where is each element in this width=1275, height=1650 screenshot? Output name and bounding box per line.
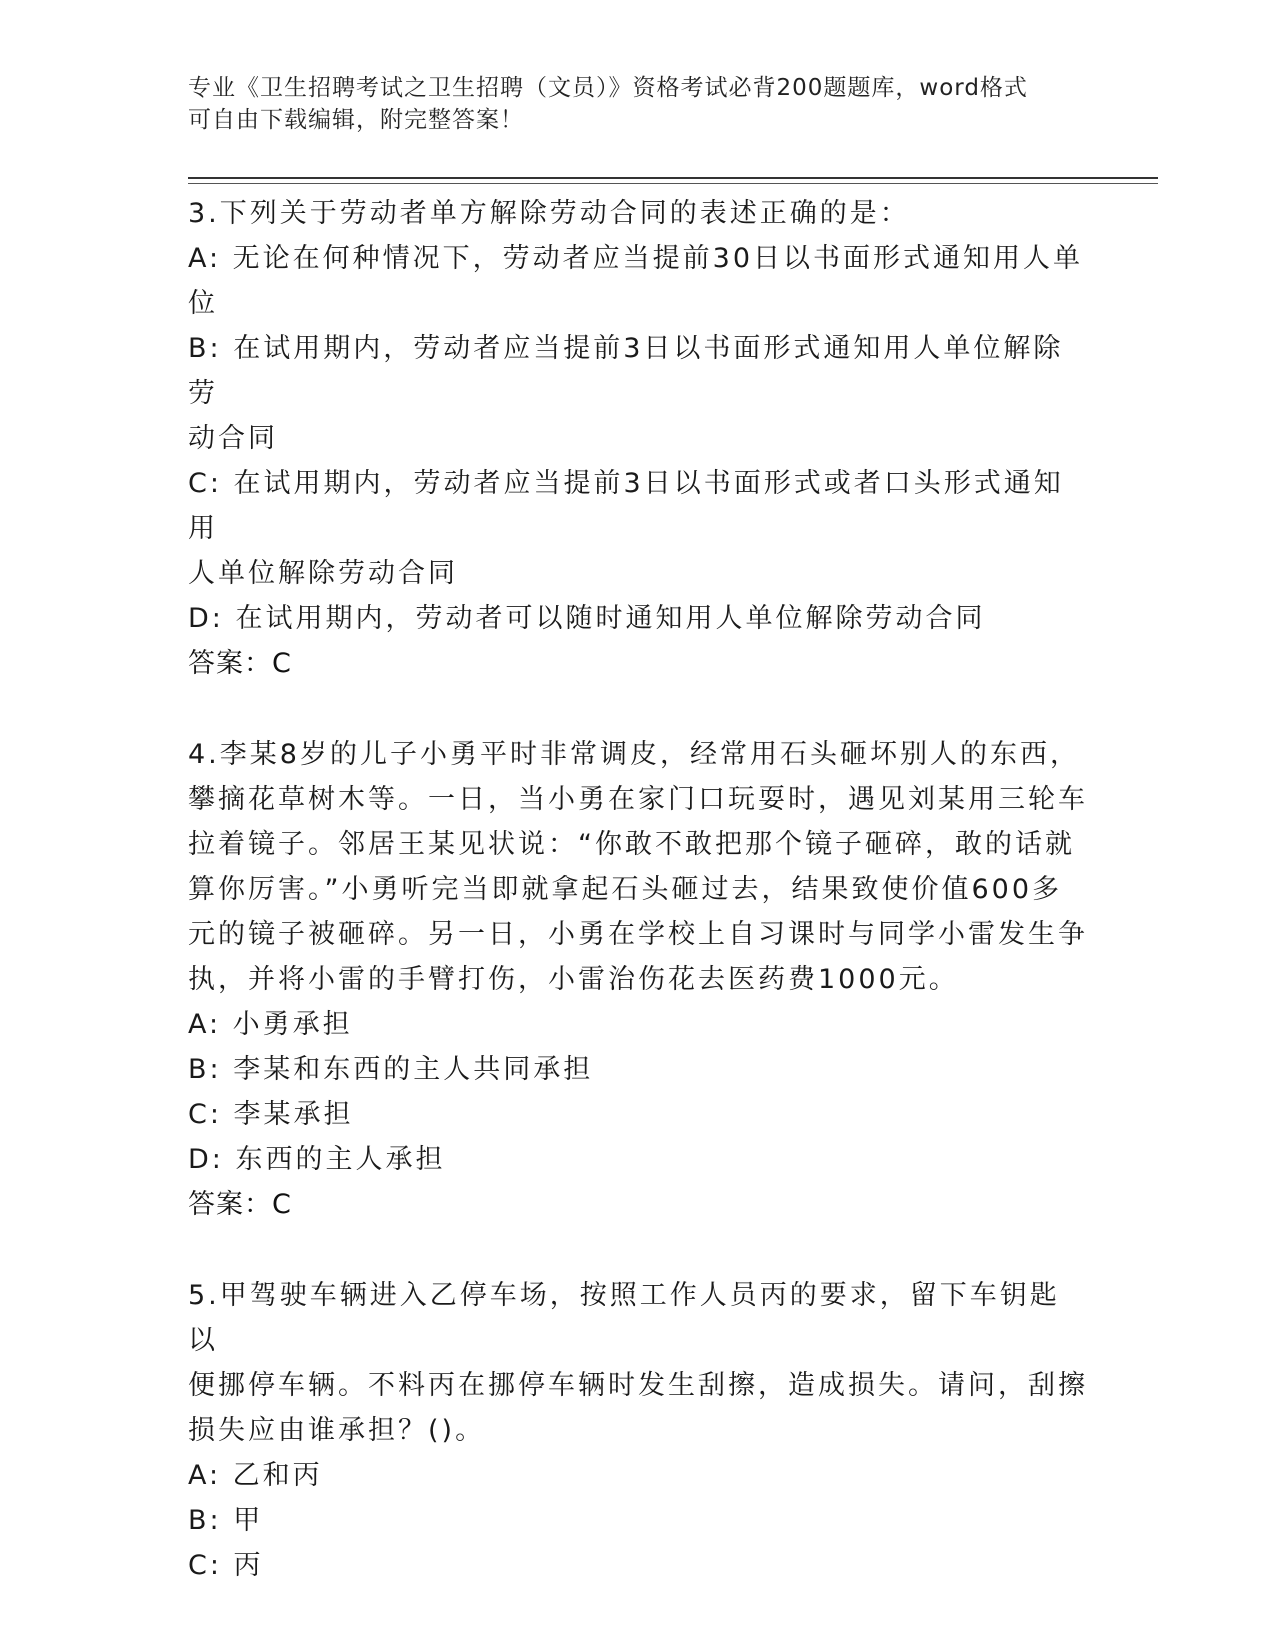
question-3 xyxy=(188,191,1088,686)
header-divider-thick xyxy=(188,177,1158,179)
option-a: A: 无论在何种情况下，劳动者应当提前30日以书面形式通知用人单 位 xyxy=(188,243,1084,319)
question-stem: 4.李某8岁的儿子小勇平时非常调皮，经常用石头砸坏别人的东西， 攀摘花草树木等。一日，当小勇在家门口玩耍时，遇见刘某用三轮车 拉着镜子。邻居王某见状说：“你敢不敢把那个镜子砸碎，敢的话就 算你厉害。”小勇听完当即就拿起石头砸过去，结果致使价值600多 元的镜子被砸碎。另一日，小勇在学校上自习课时与同学小雷发生争 执，并将小雷的手臂打伤，小雷治伤花去医药费1000元。 xyxy=(188,739,1088,995)
option-c: C: 丙 xyxy=(188,1550,264,1581)
question-4 xyxy=(188,732,1088,1227)
answer-label: 答案：C xyxy=(188,1189,292,1220)
option-b: B: 李某和东西的主人共同承担 xyxy=(188,1054,594,1085)
question-5 xyxy=(188,1273,1088,1588)
header-title-line-1: 专业《卫生招聘考试之卫生招聘（文员）》资格考试必背200题题库，word格式 xyxy=(188,75,1028,101)
document-header xyxy=(188,72,1068,136)
option-b: B: 在试用期内，劳动者应当提前3日以书面形式通知用人单位解除劳 动合同 xyxy=(188,333,1064,454)
spacer xyxy=(188,686,1088,732)
option-c: C: 李某承担 xyxy=(188,1099,354,1130)
option-d: D: 在试用期内，劳动者可以随时通知用人单位解除劳动合同 xyxy=(188,603,986,634)
option-c: C: 在试用期内，劳动者应当提前3日以书面形式或者口头形式通知用 人单位解除劳动合同 xyxy=(188,468,1064,589)
question-stem: 5.甲驾驶车辆进入乙停车场，按照工作人员丙的要求，留下车钥匙以 便挪停车辆。不料丙在挪停车辆时发生刮擦，造成损失。请问，刮擦 损失应由谁承担？()。 xyxy=(188,1280,1088,1446)
option-a: A: 乙和丙 xyxy=(188,1460,323,1491)
question-stem: 3.下列关于劳动者单方解除劳动合同的表述正确的是： xyxy=(188,198,910,229)
header-divider-thin xyxy=(188,183,1158,184)
question-list xyxy=(188,191,1088,1588)
spacer xyxy=(188,1227,1088,1273)
answer-label: 答案：C xyxy=(188,648,292,679)
option-d: D: 东西的主人承担 xyxy=(188,1144,446,1175)
option-b: B: 甲 xyxy=(188,1505,264,1536)
header-title-line-2: 可自由下载编辑，附完整答案！ xyxy=(188,107,524,133)
option-a: A: 小勇承担 xyxy=(188,1009,353,1040)
